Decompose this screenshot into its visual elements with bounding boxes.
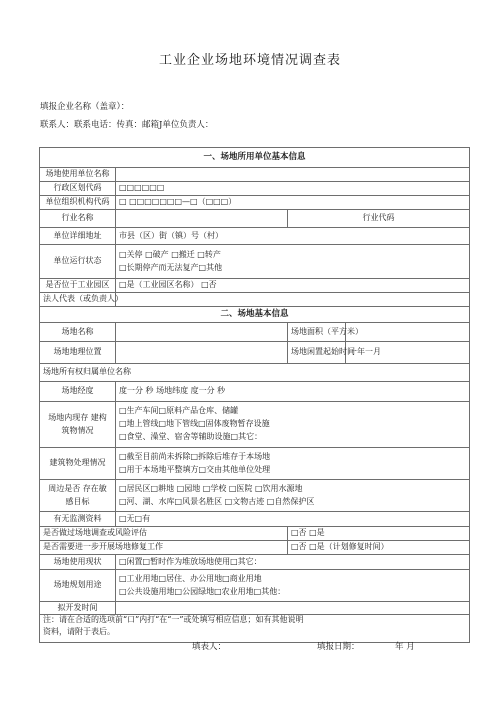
industry-code-label: 行业代码 <box>288 210 470 228</box>
site-owner-label: 场地所有权归属单位名称 <box>40 364 470 382</box>
table-row <box>40 602 470 615</box>
table-row <box>40 364 470 382</box>
filler-label: 填表人： <box>192 642 227 652</box>
site-longitude-label: 场地经度 <box>40 382 116 402</box>
report-date-label: 填报日期： <box>317 642 360 652</box>
table-row <box>40 210 470 228</box>
form-note: 注：请在合适的选项前“口”内打“在“一”或处填写相应信息；如有其他说明 资料，请附于表后。 <box>40 615 470 643</box>
legal-rep-label: 法人代表（或负责人） <box>40 293 116 307</box>
monitoring-data-label: 有无监测资料 <box>40 512 116 527</box>
operation-status-options[interactable] <box>116 245 470 279</box>
org-code-label: 单位组织机构代码 <box>40 196 116 210</box>
company-name-line: 填报企业名称（盖章）： <box>40 102 130 112</box>
dev-time-field[interactable] <box>116 602 470 615</box>
table-row <box>40 228 470 245</box>
table-row <box>40 323 470 342</box>
survey-form-table <box>39 147 470 643</box>
status-options-line: □关停 □破产 □搬迁 □转产 <box>119 249 221 259</box>
industry-name-label: 行业名称 <box>40 210 116 228</box>
industrial-park-label: 是否位于工业园区 <box>40 279 116 293</box>
site-survey-options[interactable]: □否 □是 <box>288 527 470 541</box>
table-row <box>40 448 470 480</box>
industrial-park-options[interactable]: □是（工业园区名称） □否 <box>116 279 470 293</box>
table-row <box>40 527 470 541</box>
status-options-line: □长期停产而无法复产□其他 <box>119 262 223 272</box>
admin-code-label: 行政区划代码 <box>40 182 116 196</box>
site-usage-options[interactable]: □闲置□暂时作为堆放场地使用□其它： <box>116 555 470 570</box>
dev-time-label: 拟开发时间 <box>40 602 116 615</box>
table-row <box>40 279 470 293</box>
site-plan-options[interactable]: □工业用地□居住、办公用地□商业用地 □公共设施用地□公园绿地□农业用地□其他： <box>116 570 470 602</box>
table-row <box>40 382 470 402</box>
address-field[interactable]: 市县（区）街（镇）号（村） <box>116 228 470 245</box>
section-row <box>40 307 470 323</box>
existing-buildings-options[interactable]: □生产车间□原料产品仓库、储罐 □地上管线□地下管线□固体废物暂存设施 □食堂、澡堂、宿舍等辅助设施□其它： <box>116 402 470 448</box>
building-treatment-label: 建筑物处理情况 <box>40 448 116 480</box>
site-usage-label: 场地使用现状 <box>40 555 116 570</box>
operation-status-label: 单位运行状态 <box>40 245 116 279</box>
year-month-label: 年 月 <box>395 642 415 652</box>
idle-start-label: 场地闲置起始时间 <box>288 342 346 364</box>
table-row <box>40 293 470 307</box>
idle-start-field[interactable]: 一年一月 <box>346 342 470 364</box>
building-treatment-options[interactable]: □截至目前尚未拆除□拆除后堆存于本场地 □用于本场地平整填方□交由其他单位处理 <box>116 448 470 480</box>
site-location-field[interactable] <box>116 342 288 364</box>
sensitive-targets-options[interactable]: □居民区□耕地 □园地 □学校 □医院 □饮用水源地 □河、湖、水库□风景名胜区 □文物古迹 □自然保护区 <box>116 480 470 512</box>
table-row <box>40 168 470 182</box>
site-coordinates-field[interactable]: 度一分 秒 场地纬度 度一分 秒 <box>116 382 470 402</box>
industry-name-field[interactable] <box>116 210 288 228</box>
section-row <box>40 148 470 168</box>
site-name-field[interactable] <box>116 323 288 342</box>
site-repair-label: 是否需要进一步开展场地修复工作 <box>40 541 288 555</box>
table-row <box>40 541 470 555</box>
sensitive-targets-label: 周边是否 存在敏 感目标 <box>40 480 116 512</box>
section-title-site-info: 二、场地基本信息 <box>40 307 470 323</box>
site-survey-label: 是否做过场地调查或风险评估 <box>40 527 288 541</box>
table-row <box>40 480 470 512</box>
table-row <box>40 615 470 643</box>
page-title: 工业企业场地环境情况调查表 <box>158 53 341 68</box>
section-title-unit-info: 一、场地所用单位基本信息 <box>40 148 470 168</box>
site-area-field[interactable] <box>346 323 470 342</box>
table-row <box>40 342 470 364</box>
table-row <box>40 570 470 602</box>
address-label: 单位详细地址 <box>40 228 116 245</box>
admin-code-boxes[interactable]: □□□□□□ <box>116 182 470 196</box>
unit-name-label: 场地使用单位名称 <box>40 168 116 182</box>
table-row <box>40 402 470 448</box>
legal-rep-field[interactable] <box>116 293 470 307</box>
unit-name-field[interactable] <box>116 168 470 182</box>
site-area-label: 场地面积（平方米） <box>288 323 346 342</box>
org-code-boxes[interactable]: □ □□□□□□□—□（□□□） <box>116 196 470 210</box>
table-row <box>40 182 470 196</box>
table-row <box>40 555 470 570</box>
site-repair-options[interactable]: □否 □是（计划修复时间） <box>288 541 470 555</box>
site-name-label: 场地名称 <box>40 323 116 342</box>
site-location-label: 场地地理位置 <box>40 342 116 364</box>
site-plan-label: 场地规划用途 <box>40 570 116 602</box>
table-row <box>40 512 470 527</box>
table-row <box>40 196 470 210</box>
table-row <box>40 245 470 279</box>
monitoring-data-options[interactable]: □无□有 <box>116 512 470 527</box>
existing-buildings-label: 场地内现存 建构 筑物情况 <box>40 402 116 448</box>
contact-line: 联系人：联系电话：传真：邮箱J单位负责人： <box>40 120 214 130</box>
